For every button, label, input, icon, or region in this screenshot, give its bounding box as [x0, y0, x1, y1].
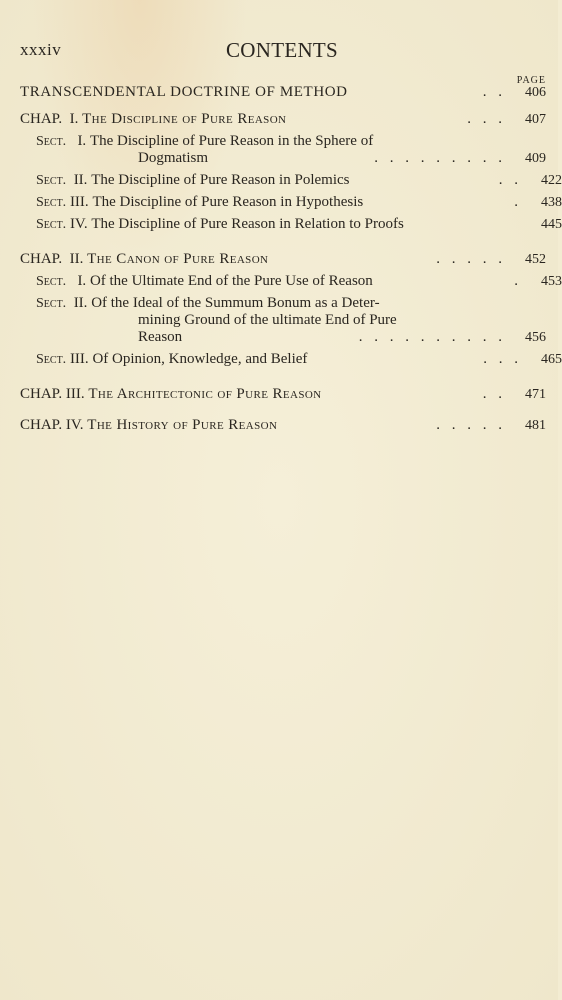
- toc-entry-title: The Discipline of Pure Reason in Relation to Proofs: [91, 216, 404, 232]
- chapter-label: CHAP. II.: [20, 251, 84, 267]
- toc-entry-title-continued: mining Ground of the ultimate End of Pure: [138, 312, 397, 328]
- toc-entry-section: Sect. IV. The Discipline of Pure Reason in Relation to Proofs 445: [36, 216, 562, 232]
- dot-leader: .: [514, 194, 522, 210]
- dot-leader: . .: [482, 386, 506, 402]
- toc-entry-chapter-2: [20, 251, 546, 268]
- toc-entry-doctrine: [20, 84, 546, 101]
- toc-entry-section: Sect. I. The Discipline of Pure Reason in the Sphere of Dogmatism . . . . . . . . . 409: [36, 133, 546, 166]
- toc-page-number: 471: [525, 387, 546, 402]
- dot-leader: .: [514, 273, 522, 289]
- page-header: [20, 38, 544, 64]
- toc-page-number: 465: [541, 352, 562, 367]
- toc-entry-chapter-4: [20, 417, 546, 434]
- chapter-label: CHAP. I.: [20, 111, 79, 127]
- folio: xxxiv: [20, 40, 62, 59]
- page-column-label: PAGE: [516, 75, 546, 86]
- chapter-label: CHAP. III.: [20, 386, 85, 402]
- toc-entry-title: The Architectonic of Pure Reason: [88, 386, 322, 402]
- toc-entry-section: Sect. II. The Discipline of Pure Reason in Polemics . . 422: [36, 172, 562, 188]
- toc-page-number: 453: [541, 274, 562, 289]
- toc-entry-chapter-1: [20, 111, 546, 128]
- toc-page-number: 422: [541, 173, 562, 188]
- toc-entry-title: The Discipline of Pure Reason in Hypothesis: [92, 194, 364, 210]
- toc-entry-title: Of the Ideal of the Summum Bonum as a Deter-: [91, 295, 380, 311]
- chapter-label: CHAP. IV.: [20, 417, 84, 433]
- toc-entry-section: Sect. III. The Discipline of Pure Reason in Hypothesis . 438: [36, 194, 562, 210]
- toc-entry-title: Of the Ultimate End of the Pure Use of Reason: [89, 273, 373, 289]
- dot-leader: . .: [498, 172, 522, 188]
- toc-page-number: 406: [525, 85, 546, 100]
- toc-entry-title-continued: Dogmatism: [138, 150, 208, 166]
- toc-entry-section: Sect. II. Of the Ideal of the Summum Bonum as a Deter- mining Ground of the ultimate End of Pure Reason . . . . . . . . . . 456: [36, 295, 546, 345]
- toc-page-number: 445: [541, 217, 562, 232]
- dot-leader: . .: [482, 84, 506, 100]
- toc-page-number: 438: [541, 195, 562, 210]
- running-title: CONTENTS: [225, 38, 339, 62]
- dot-leader: . . . . . . . . . .: [358, 329, 506, 345]
- dot-leader: . . .: [467, 111, 506, 127]
- toc-page-number: 456: [525, 330, 546, 345]
- table-of-contents: [20, 84, 562, 434]
- toc-entry-title-continued: Reason: [138, 329, 183, 345]
- toc-page-number: 409: [525, 151, 546, 166]
- dot-leader: . . . . .: [436, 251, 506, 267]
- toc-entry-title: The Discipline of Pure Reason in Polemics: [91, 172, 350, 188]
- toc-entry-title: The Canon of Pure Reason: [87, 251, 269, 267]
- toc-page-number: 407: [525, 112, 546, 127]
- toc-entry-chapter-3: [20, 386, 546, 403]
- toc-page-number: 481: [525, 418, 546, 433]
- dot-leader: . . .: [483, 351, 522, 367]
- toc-entry-section: Sect. I. Of the Ultimate End of the Pure Use of Reason . 453: [36, 273, 562, 289]
- toc-entry-title: The Discipline of Pure Reason in the Sphere of: [89, 133, 374, 149]
- dot-leader: . . . . .: [436, 417, 506, 433]
- toc-entry-title: TRANSCENDENTAL DOCTRINE OF METHOD: [20, 84, 348, 100]
- dot-leader: . . . . . . . . .: [374, 150, 506, 166]
- toc-entry-title: The Discipline of Pure Reason: [82, 111, 287, 127]
- toc-entry-section: Sect. III. Of Opinion, Knowledge, and Belief . . . 465: [36, 351, 562, 367]
- toc-entry-title: The History of Pure Reason: [87, 417, 278, 433]
- toc-page-number: 452: [525, 252, 546, 267]
- toc-entry-title: Of Opinion, Knowledge, and Belief: [92, 351, 308, 367]
